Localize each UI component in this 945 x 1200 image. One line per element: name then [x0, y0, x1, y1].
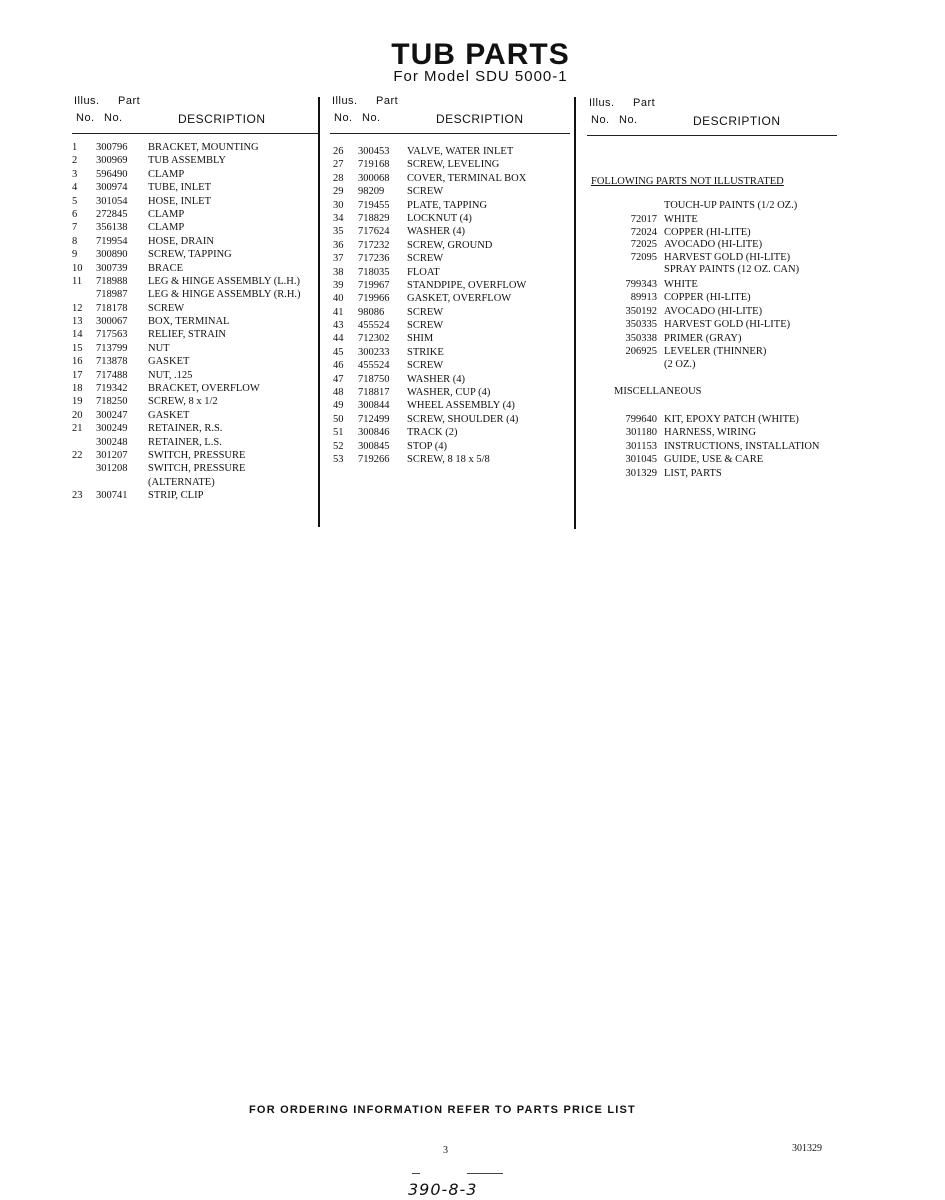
table-row: [72, 141, 320, 154]
parts-column-2: [330, 95, 570, 466]
table-row: [330, 399, 570, 412]
part-number: 72025: [630, 239, 657, 250]
table-row: [330, 239, 570, 252]
table-row: [330, 386, 570, 399]
part-number: 717624: [358, 226, 390, 238]
part-number: 89913: [630, 292, 657, 304]
parts-list: [72, 141, 320, 503]
illus-number: 12: [72, 302, 83, 314]
part-number: 718750: [358, 373, 390, 385]
header-illus: Illus.: [332, 95, 358, 107]
part-number: 712499: [358, 413, 390, 425]
illus-number: 1: [72, 142, 78, 153]
illus-number: 29: [333, 186, 344, 198]
part-description: NUT, .125: [148, 369, 193, 381]
illus-number: 51: [333, 427, 344, 439]
table-row: [72, 422, 320, 435]
part-description: PLATE, TAPPING: [407, 199, 488, 211]
part-description: SCREW: [407, 253, 444, 265]
illus-number: 46: [333, 360, 344, 372]
table-row: [330, 292, 570, 305]
part-description: GUIDE, USE & CARE: [664, 454, 764, 466]
illus-number: 40: [333, 293, 344, 305]
part-number: 717488: [96, 369, 128, 381]
part-number: 719966: [358, 293, 390, 305]
part-number: 717563: [96, 329, 128, 341]
illus-number: 16: [72, 356, 83, 368]
part-number: 301207: [96, 449, 128, 461]
illus-number: 48: [333, 387, 344, 399]
header-part: Part: [633, 97, 656, 109]
part-number: 300845: [358, 440, 390, 452]
table-row: [330, 440, 570, 453]
table-row: [72, 476, 320, 489]
part-number: 719967: [358, 279, 390, 291]
part-number: 719455: [358, 199, 390, 211]
part-description: COVER, TERMINAL BOX: [407, 172, 527, 184]
illus-number: 15: [72, 342, 83, 354]
part-number: 718178: [96, 302, 128, 314]
part-number: 718035: [358, 266, 390, 278]
table-row: [330, 319, 570, 332]
part-description: STOP (4): [407, 440, 447, 452]
illus-number: 28: [333, 172, 344, 184]
part-number: 301329: [625, 467, 657, 479]
part-description: RETAINER, R.S.: [148, 423, 223, 435]
part-description: SCREW, TAPPING: [148, 249, 232, 261]
part-number: 300247: [96, 409, 128, 421]
part-description: CLAMP: [148, 168, 185, 180]
part-description: COPPER (HI-LITE): [664, 292, 751, 304]
spray-heading: SPRAY PAINTS (12 OZ. CAN): [664, 264, 800, 275]
scan-mark: [467, 1173, 503, 1174]
header-part-no: No.: [619, 114, 638, 126]
part-description: LEG & HINGE ASSEMBLY (R.H.): [148, 289, 301, 301]
parts-column-1: [72, 95, 320, 503]
part-description: RETAINER, L.S.: [148, 436, 222, 448]
header-part-no: No.: [104, 112, 123, 124]
part-number: 300233: [358, 346, 390, 358]
table-row: [330, 279, 570, 292]
table-row: [330, 145, 570, 158]
table-row: [72, 449, 320, 462]
illus-number: 37: [333, 253, 344, 265]
part-number: 300974: [96, 182, 128, 194]
table-row: [330, 426, 570, 439]
part-description: NUT: [148, 342, 170, 354]
part-number: 300890: [96, 249, 128, 261]
illus-number: 6: [72, 208, 78, 220]
part-number: 719168: [358, 159, 390, 171]
table-row: [72, 382, 320, 395]
part-number: 350335: [625, 319, 657, 331]
table-row: [330, 199, 570, 212]
part-number: 98209: [358, 186, 385, 198]
part-number: 712302: [358, 333, 390, 345]
table-row: [330, 185, 570, 198]
part-description: WHITE: [664, 214, 698, 225]
illus-number: 21: [72, 423, 83, 435]
part-description: SCREW, LEVELING: [407, 159, 500, 171]
header-illus: Illus.: [589, 97, 615, 109]
header-illus-no: No.: [334, 112, 353, 124]
part-description: LEVELER (THINNER): [664, 346, 767, 357]
illus-number: 44: [333, 333, 344, 345]
table-row: [330, 266, 570, 279]
table-row: [72, 462, 320, 475]
header-part: Part: [118, 95, 141, 107]
illus-number: 45: [333, 346, 344, 358]
table-row: [72, 221, 320, 234]
illus-number: 3: [72, 168, 78, 180]
part-number: 719954: [96, 235, 128, 247]
part-number: 72017: [630, 214, 657, 225]
illus-number: 20: [72, 409, 83, 421]
part-description: BRACE: [148, 262, 184, 274]
column-header: [72, 95, 320, 134]
part-number: 300844: [358, 400, 390, 412]
part-number: 301054: [96, 195, 128, 207]
part-number: 799343: [625, 279, 657, 290]
illus-number: 49: [333, 400, 344, 412]
part-number: 72095: [630, 251, 657, 263]
illus-number: 26: [333, 146, 344, 157]
table-row: [330, 453, 570, 466]
header-illus-no: No.: [591, 114, 610, 126]
part-number: 206925: [625, 346, 657, 357]
table-row: [330, 225, 570, 238]
part-description: WASHER (4): [407, 373, 466, 385]
part-number: 718988: [96, 275, 128, 287]
illus-number: 7: [72, 222, 78, 234]
table-row: [72, 315, 320, 328]
column-divider: [574, 97, 576, 529]
part-number: 300453: [358, 146, 390, 157]
illus-number: 23: [72, 490, 83, 502]
document-number: 301329: [792, 1143, 822, 1154]
not-illustrated-heading: FOLLOWING PARTS NOT ILLUSTRATED: [591, 176, 784, 187]
table-row: [72, 489, 320, 502]
part-description: SWITCH, PRESSURE: [148, 463, 246, 475]
header-part-no: No.: [362, 112, 381, 124]
part-description: AVOCADO (HI-LITE): [664, 239, 763, 250]
table-row: [72, 248, 320, 261]
part-description: STRIKE: [407, 346, 444, 358]
page-subtitle: For Model SDU 5000-1: [393, 68, 568, 85]
misc-heading: MISCELLANEOUS: [614, 386, 702, 397]
part-number: 301045: [625, 454, 657, 466]
part-description: FLOAT: [407, 266, 440, 278]
part-description: WHITE: [664, 279, 698, 290]
part-number: 300068: [358, 172, 390, 184]
table-row: [72, 208, 320, 221]
illus-number: 52: [333, 440, 344, 452]
illus-number: 17: [72, 369, 83, 381]
part-description: LOCKNUT (4): [407, 212, 472, 224]
part-description: COPPER (HI-LITE): [664, 226, 751, 238]
part-description: SCREW, 8 18 x 5/8: [407, 453, 490, 465]
part-number: 718250: [96, 396, 128, 408]
part-description: HARVEST GOLD (HI-LITE): [664, 251, 791, 263]
table-row: [330, 359, 570, 372]
part-description: INSTRUCTIONS, INSTALLATION: [664, 440, 820, 452]
part-number: 799640: [625, 414, 657, 425]
part-description: LEG & HINGE ASSEMBLY (L.H.): [148, 275, 300, 287]
part-description: GASKET: [148, 409, 190, 421]
table-row: [72, 355, 320, 368]
table-row: [330, 332, 570, 345]
part-number: 350338: [625, 332, 657, 344]
part-description: WASHER (4): [407, 226, 466, 238]
table-row: [72, 395, 320, 408]
illus-number: 13: [72, 316, 83, 328]
table-row: [330, 373, 570, 386]
part-number: 300248: [96, 436, 128, 448]
table-row: [72, 302, 320, 315]
part-number: 717232: [358, 239, 390, 251]
table-row: [72, 328, 320, 341]
part-description: SCREW, GROUND: [407, 239, 493, 251]
part-description: CLAMP: [148, 222, 185, 234]
part-number: 455524: [358, 360, 390, 372]
part-description: GASKET: [148, 356, 190, 368]
part-number: 301208: [96, 463, 128, 475]
part-description: (2 OZ.): [664, 359, 696, 371]
part-description: (ALTERNATE): [148, 476, 215, 488]
part-number: 718987: [96, 289, 128, 301]
illus-number: 9: [72, 249, 78, 261]
table-row: [72, 288, 320, 301]
table-row: [72, 262, 320, 275]
part-description: BOX, TERMINAL: [148, 316, 230, 328]
part-description: SHIM: [407, 333, 434, 345]
illus-number: 47: [333, 373, 344, 385]
part-number: 718817: [358, 387, 390, 399]
part-description: HOSE, DRAIN: [148, 235, 214, 247]
part-description: TRACK (2): [407, 427, 458, 439]
header-description: DESCRIPTION: [693, 114, 781, 128]
part-description: PRIMER (GRAY): [664, 332, 742, 344]
part-description: HOSE, INLET: [148, 195, 211, 207]
part-number: 717236: [358, 253, 390, 265]
part-number: 98086: [358, 306, 385, 318]
table-row: [72, 235, 320, 248]
page-title: TUB PARTS: [391, 38, 570, 71]
part-number: 350192: [625, 305, 657, 317]
scan-mark: [412, 1173, 420, 1174]
table-row: [72, 409, 320, 422]
table-row: [72, 342, 320, 355]
part-number: 300067: [96, 316, 128, 328]
part-description: CLAMP: [148, 208, 185, 220]
illus-number: 53: [333, 453, 344, 465]
part-description: WASHER, CUP (4): [407, 387, 491, 399]
parts-column-3: [587, 95, 837, 134]
part-number: 301153: [625, 440, 657, 452]
column-header: [330, 95, 570, 134]
part-number: 300846: [358, 427, 390, 439]
part-description: SCREW: [407, 186, 444, 198]
illus-number: 19: [72, 396, 83, 408]
part-number: 718829: [358, 212, 390, 224]
part-description: SCREW, SHOULDER (4): [407, 413, 519, 425]
header-illus: Illus.: [74, 95, 100, 107]
illus-number: 4: [72, 182, 78, 194]
part-description: SCREW, 8 x 1/2: [148, 396, 218, 408]
touchup-heading: TOUCH-UP PAINTS (1/2 OZ.): [664, 200, 798, 211]
part-description: AVOCADO (HI-LITE): [664, 305, 763, 317]
table-row: [72, 168, 320, 181]
part-description: SCREW: [407, 320, 444, 332]
part-description: SWITCH, PRESSURE: [148, 449, 246, 461]
illus-number: 18: [72, 383, 83, 395]
page-number: 3: [443, 1145, 448, 1156]
table-row: [72, 436, 320, 449]
handwritten-note: 390-8-3: [408, 1180, 478, 1199]
part-description: KIT, EPOXY PATCH (WHITE): [664, 414, 799, 425]
part-number: 72024: [630, 226, 657, 238]
part-number: 301180: [625, 427, 657, 439]
illus-number: 10: [72, 262, 83, 274]
part-description: LIST, PARTS: [664, 467, 722, 479]
illus-number: 36: [333, 239, 344, 251]
illus-number: 34: [333, 212, 344, 224]
header-part: Part: [376, 95, 399, 107]
part-description: RELIEF, STRAIN: [148, 329, 226, 341]
table-row: [72, 369, 320, 382]
part-description: SCREW: [148, 302, 185, 314]
part-number: 300741: [96, 490, 128, 502]
table-row: [72, 275, 320, 288]
part-description: BRACKET, OVERFLOW: [148, 383, 260, 395]
table-row: [330, 158, 570, 171]
table-row: [330, 346, 570, 359]
part-description: VALVE, WATER INLET: [407, 146, 514, 157]
table-row: [72, 195, 320, 208]
part-number: 455524: [358, 320, 390, 332]
part-description: HARVEST GOLD (HI-LITE): [664, 319, 791, 331]
part-number: 300739: [96, 262, 128, 274]
table-row: [330, 172, 570, 185]
illus-number: 43: [333, 320, 344, 332]
table-row: [330, 252, 570, 265]
table-row: [72, 154, 320, 167]
part-description: WHEEL ASSEMBLY (4): [407, 400, 515, 412]
illus-number: 30: [333, 199, 344, 211]
part-description: TUBE, INLET: [148, 182, 211, 194]
illus-number: 38: [333, 266, 344, 278]
column-divider: [318, 97, 320, 527]
part-number: 300969: [96, 155, 128, 167]
illus-number: 8: [72, 235, 78, 247]
illus-number: 14: [72, 329, 83, 341]
part-description: HARNESS, WIRING: [664, 427, 756, 439]
part-number: 719342: [96, 383, 128, 395]
header-illus-no: No.: [76, 112, 95, 124]
illus-number: 50: [333, 413, 344, 425]
table-row: [72, 181, 320, 194]
part-description: SCREW: [407, 306, 444, 318]
column-header: [587, 97, 837, 136]
part-number: 272845: [96, 208, 128, 220]
part-number: 596490: [96, 168, 128, 180]
illus-number: 39: [333, 279, 344, 291]
part-number: 300249: [96, 423, 128, 435]
table-row: [330, 306, 570, 319]
illus-number: 2: [72, 155, 78, 167]
illus-number: 27: [333, 159, 344, 171]
illus-number: 41: [333, 306, 344, 318]
part-description: TUB ASSEMBLY: [148, 155, 227, 167]
illus-number: 35: [333, 226, 344, 238]
part-number: 719266: [358, 453, 390, 465]
header-description: DESCRIPTION: [436, 112, 524, 126]
part-description: BRACKET, MOUNTING: [148, 142, 259, 153]
ordering-note: FOR ORDERING INFORMATION REFER TO PARTS PRICE LIST: [249, 1104, 636, 1116]
illus-number: 5: [72, 195, 78, 207]
table-row: [330, 212, 570, 225]
illus-number: 11: [72, 275, 83, 287]
part-number: 300796: [96, 142, 128, 153]
header-description: DESCRIPTION: [178, 112, 266, 126]
part-description: SCREW: [407, 360, 444, 372]
table-row: [330, 413, 570, 426]
part-description: STRIP, CLIP: [148, 490, 204, 502]
part-description: STANDPIPE, OVERFLOW: [407, 279, 527, 291]
illus-number: 22: [72, 449, 83, 461]
part-description: GASKET, OVERFLOW: [407, 293, 512, 305]
part-number: 713878: [96, 356, 128, 368]
part-number: 356138: [96, 222, 128, 234]
part-number: 713799: [96, 342, 128, 354]
parts-list: [330, 145, 570, 466]
